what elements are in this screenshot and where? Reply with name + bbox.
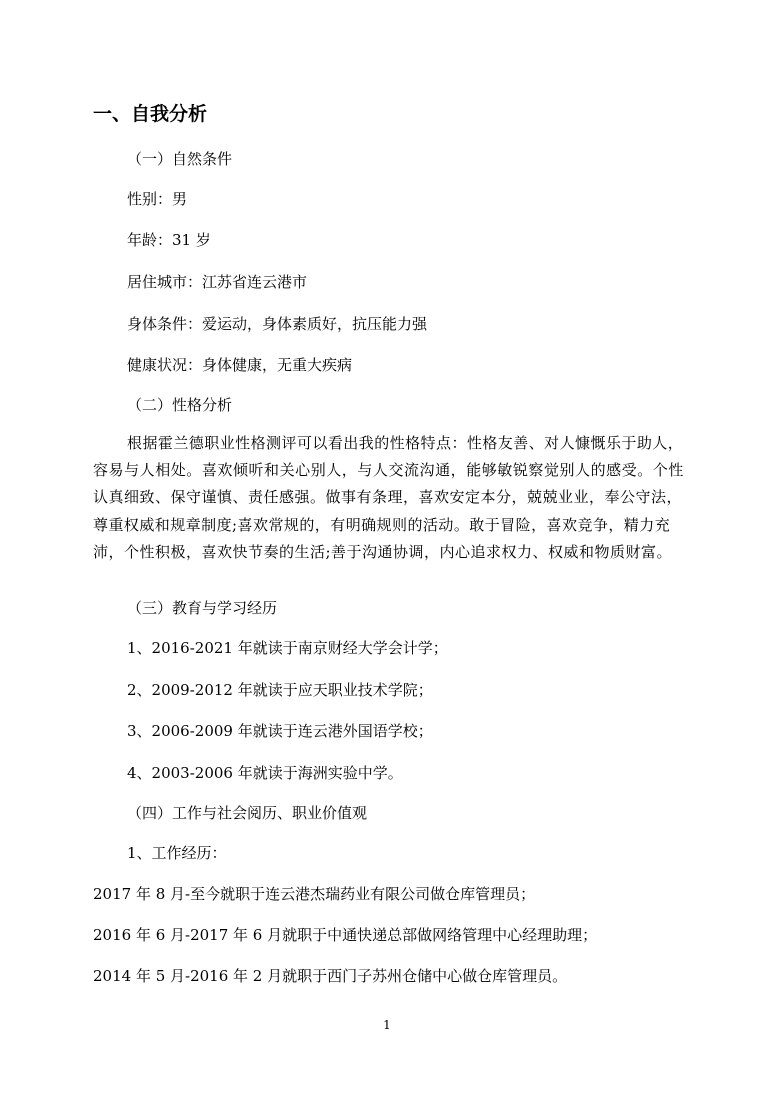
paragraph-line: 容易与人相处。喜欢倾听和关心别人，与人交流沟通，能够敏锐察觉别人的感受。个性 bbox=[93, 461, 684, 480]
subsection-title-work: （四）工作与社会阅历、职业价值观 bbox=[127, 804, 368, 822]
work-item: 2016 年 6 月-2017 年 6 月就职于中通快递总部做网络管理中心经理助理； bbox=[93, 926, 598, 944]
work-subtitle: 1、工作经历： bbox=[127, 844, 227, 862]
education-item: 3、2006-2009 年就读于连云港外国语学校； bbox=[127, 722, 433, 740]
subsection-title-natural: （一）自然条件 bbox=[127, 150, 233, 168]
gender-line: 性别：男 bbox=[127, 190, 188, 208]
paragraph-line: 认真细致、保守谨慎、责任感强。做事有条理，喜欢安定本分，兢兢业业，奉公守法， bbox=[93, 488, 683, 507]
city-line: 居住城市：江苏省连云港市 bbox=[127, 273, 308, 291]
paragraph-line: 根据霍兰德职业性格测评可以看出我的性格特点：性格友善、对人慷慨乐于助人， bbox=[127, 434, 684, 452]
health-line: 健康状况：身体健康，无重大疾病 bbox=[127, 356, 353, 374]
education-item: 1、2016-2021 年就读于南京财经大学会计学； bbox=[127, 639, 448, 657]
page-number: 1 bbox=[383, 1018, 391, 1032]
education-item: 4、2003-2006 年就读于海洲实验中学。 bbox=[127, 764, 403, 782]
paragraph-line: 尊重权威和规章制度;喜欢常规的，有明确规则的活动。敢于冒险，喜欢竞争，精力充 bbox=[93, 515, 671, 534]
body-condition-line: 身体条件：爱运动，身体素质好，抗压能力强 bbox=[127, 315, 428, 333]
subsection-title-personality: （二）性格分析 bbox=[127, 396, 233, 414]
subsection-title-education: （三）教育与学习经历 bbox=[127, 599, 278, 617]
section-heading: 一、自我分析 bbox=[93, 103, 208, 125]
work-item: 2014 年 5 月-2016 年 2 月就职于西门子苏州仓储中心做仓库管理员。 bbox=[93, 967, 568, 985]
age-line: 年龄：31 岁 bbox=[127, 231, 211, 249]
education-item: 2、2009-2012 年就读于应天职业技术学院； bbox=[127, 681, 433, 699]
work-item: 2017 年 8 月-至今就职于连云港杰瑞药业有限公司做仓库管理员； bbox=[93, 885, 536, 903]
paragraph-line: 沛，个性积极，喜欢快节奏的生活;善于沟通协调，内心追求权力、权威和物质财富。 bbox=[93, 542, 673, 561]
personality-paragraph bbox=[93, 430, 687, 566]
